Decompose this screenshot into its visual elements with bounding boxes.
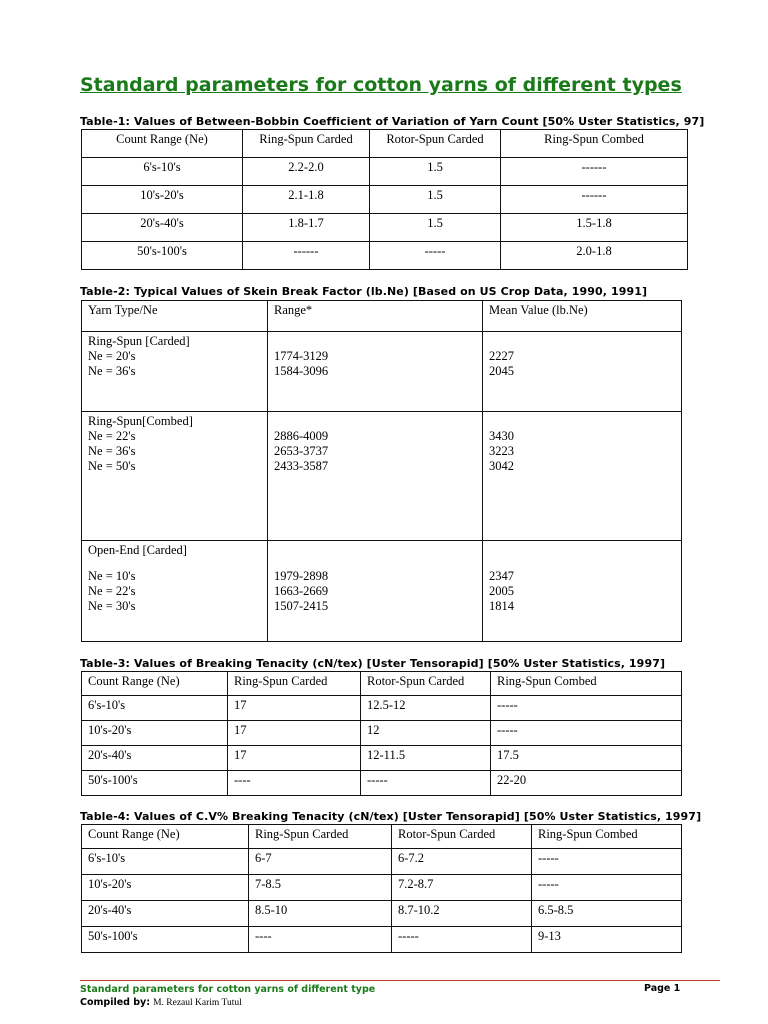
footer-title: Standard parameters for cotton yarns of different type: [80, 984, 376, 995]
table-cell: 12.5-12: [361, 696, 491, 721]
table3-header-cell: Count Range (Ne): [82, 672, 228, 696]
range-value: 1979-2898: [274, 569, 329, 583]
range-value: 1584-3096: [274, 364, 329, 378]
table1-header-row: [82, 130, 688, 158]
table2-header-cell: Yarn Type/Ne: [82, 301, 268, 332]
table-row: [82, 721, 682, 746]
table-cell: ------: [243, 242, 370, 270]
ne-value: Ne = 20's: [88, 349, 136, 363]
table-cell: -----: [532, 875, 682, 901]
table4-header-cell: Ring-Spun Combed: [532, 825, 682, 849]
table4-header-cell: Count Range (Ne): [82, 825, 249, 849]
table2-range-cell: [268, 332, 483, 412]
ne-value: Ne = 22's: [88, 429, 136, 443]
table4: [81, 824, 682, 953]
table-cell: 6-7: [249, 849, 392, 875]
table-cell: 22-20: [491, 771, 682, 796]
table-cell: 17: [228, 746, 361, 771]
table-cell: -----: [491, 721, 682, 746]
table-cell: -----: [532, 849, 682, 875]
range-value: 1507-2415: [274, 599, 329, 613]
table-cell: 6's-10's: [82, 158, 243, 186]
table-cell: -----: [370, 242, 501, 270]
table-cell: 8.5-10: [249, 901, 392, 927]
table2-header-cell: Mean Value (lb.Ne): [483, 301, 682, 332]
table-cell: 12: [361, 721, 491, 746]
group-heading: Ring-Spun[Combed]: [88, 414, 193, 428]
table-cell: 50's-100's: [82, 771, 228, 796]
table4-header-row: [82, 825, 682, 849]
table1-caption: Table-1: Values of Between-Bobbin Coefficient of Variation of Yarn Count [50% Uster Statistics, 97]: [80, 115, 705, 128]
table-cell: 20's-40's: [82, 214, 243, 242]
table-cell: 10's-20's: [82, 186, 243, 214]
table-cell: 10's-20's: [82, 721, 228, 746]
table4-header-cell: Ring-Spun Carded: [249, 825, 392, 849]
table-cell: 8.7-10.2: [392, 901, 532, 927]
table3-header-cell: Ring-Spun Carded: [228, 672, 361, 696]
table-cell: 17: [228, 721, 361, 746]
table-row: [82, 746, 682, 771]
table-row: [82, 875, 682, 901]
credit-name: M. Rezaul Karim Tutul: [153, 998, 242, 1008]
table2-mean-cell: [483, 412, 682, 541]
table3-header-cell: Ring-Spun Combed: [491, 672, 682, 696]
table-row: [82, 186, 688, 214]
table2-mean-cell: [483, 332, 682, 412]
table-row: [82, 696, 682, 721]
range-value: 2433-3587: [274, 459, 329, 473]
table-row: [82, 849, 682, 875]
footer-divider: [80, 980, 720, 981]
group-heading: Open-End [Carded]: [88, 543, 187, 557]
page-title: Standard parameters for cotton yarns of different types: [80, 74, 682, 96]
mean-value: 2045: [489, 364, 514, 378]
table-cell: 1.5-1.8: [501, 214, 688, 242]
table3-caption: Table-3: Values of Breaking Tenacity (cN/tex) [Uster Tensorapid] [50% Uster Statistics, 1997]: [80, 657, 666, 670]
table-row: [82, 927, 682, 953]
table-row: [82, 901, 682, 927]
credit-label: Compiled by:: [80, 997, 151, 1008]
table-cell: -----: [361, 771, 491, 796]
table2-header-cell: Range*: [268, 301, 483, 332]
mean-value: 2347: [489, 569, 514, 583]
table2-caption: Table-2: Typical Values of Skein Break Factor (lb.Ne) [Based on US Crop Data, 1990, 1991]: [80, 285, 648, 298]
table-cell: 7-8.5: [249, 875, 392, 901]
table-cell: 6-7.2: [392, 849, 532, 875]
ne-value: Ne = 36's: [88, 364, 136, 378]
table2: [81, 300, 682, 642]
table1-header-cell: Rotor-Spun Carded: [370, 130, 501, 158]
mean-value: 3430: [489, 429, 514, 443]
table4-header-cell: Rotor-Spun Carded: [392, 825, 532, 849]
page-number: Page 1: [644, 983, 681, 994]
table2-range-cell: [268, 541, 483, 642]
table-row: [82, 771, 682, 796]
table3-header-row: [82, 672, 682, 696]
table2-group-row: [82, 541, 682, 642]
table-cell: 7.2-8.7: [392, 875, 532, 901]
mean-value: 2005: [489, 584, 514, 598]
mean-value: 2227: [489, 349, 514, 363]
table-cell: 50's-100's: [82, 242, 243, 270]
range-value: 1663-2669: [274, 584, 329, 598]
table3-header-cell: Rotor-Spun Carded: [361, 672, 491, 696]
table-cell: 17: [228, 696, 361, 721]
table2-type-cell: [82, 412, 268, 541]
table1-header-cell: Ring-Spun Carded: [243, 130, 370, 158]
table-cell: ----: [228, 771, 361, 796]
table-row: [82, 214, 688, 242]
range-value: 2653-3737: [274, 444, 329, 458]
range-value: 1774-3129: [274, 349, 329, 363]
table-cell: -----: [392, 927, 532, 953]
table-cell: 12-11.5: [361, 746, 491, 771]
table-row: [82, 242, 688, 270]
table-cell: ------: [501, 158, 688, 186]
table2-type-cell: [82, 332, 268, 412]
table-cell: ----: [249, 927, 392, 953]
table-cell: 1.5: [370, 158, 501, 186]
table1: [81, 129, 688, 270]
table1-header-cell: Count Range (Ne): [82, 130, 243, 158]
ne-value: Ne = 10's: [88, 569, 136, 583]
table-cell: 1.5: [370, 186, 501, 214]
range-value: 2886-4009: [274, 429, 329, 443]
table-cell: 10's-20's: [82, 875, 249, 901]
table-cell: 1.5: [370, 214, 501, 242]
table-cell: 20's-40's: [82, 746, 228, 771]
table-cell: 2.2-2.0: [243, 158, 370, 186]
table-cell: 50's-100's: [82, 927, 249, 953]
ne-value: Ne = 30's: [88, 599, 136, 613]
table-cell: ------: [501, 186, 688, 214]
table-cell: 17.5: [491, 746, 682, 771]
table-cell: 6's-10's: [82, 849, 249, 875]
ne-value: Ne = 50's: [88, 459, 136, 473]
table-cell: -----: [491, 696, 682, 721]
mean-value: 1814: [489, 599, 514, 613]
table3: [81, 671, 682, 796]
table-row: [82, 158, 688, 186]
table-cell: 1.8-1.7: [243, 214, 370, 242]
table2-group-row: [82, 412, 682, 541]
footer: [80, 983, 375, 1010]
table-cell: 20's-40's: [82, 901, 249, 927]
mean-value: 3223: [489, 444, 514, 458]
table2-range-cell: [268, 412, 483, 541]
table-cell: 2.1-1.8: [243, 186, 370, 214]
group-heading: Ring-Spun [Carded]: [88, 334, 190, 348]
ne-value: Ne = 22's: [88, 584, 136, 598]
table2-header-row: [82, 301, 682, 332]
table-cell: 6's-10's: [82, 696, 228, 721]
ne-value: Ne = 36's: [88, 444, 136, 458]
table2-group-row: [82, 332, 682, 412]
table4-caption: Table-4: Values of C.V% Breaking Tenacity (cN/tex) [Uster Tensorapid] [50% Uster Statistics, 1997]: [80, 810, 702, 823]
table-cell: 9-13: [532, 927, 682, 953]
footer-credit: [80, 996, 375, 1010]
table2-mean-cell: [483, 541, 682, 642]
mean-value: 3042: [489, 459, 514, 473]
table-cell: 6.5-8.5: [532, 901, 682, 927]
table2-type-cell: [82, 541, 268, 642]
table-cell: 2.0-1.8: [501, 242, 688, 270]
table1-header-cell: Ring-Spun Combed: [501, 130, 688, 158]
